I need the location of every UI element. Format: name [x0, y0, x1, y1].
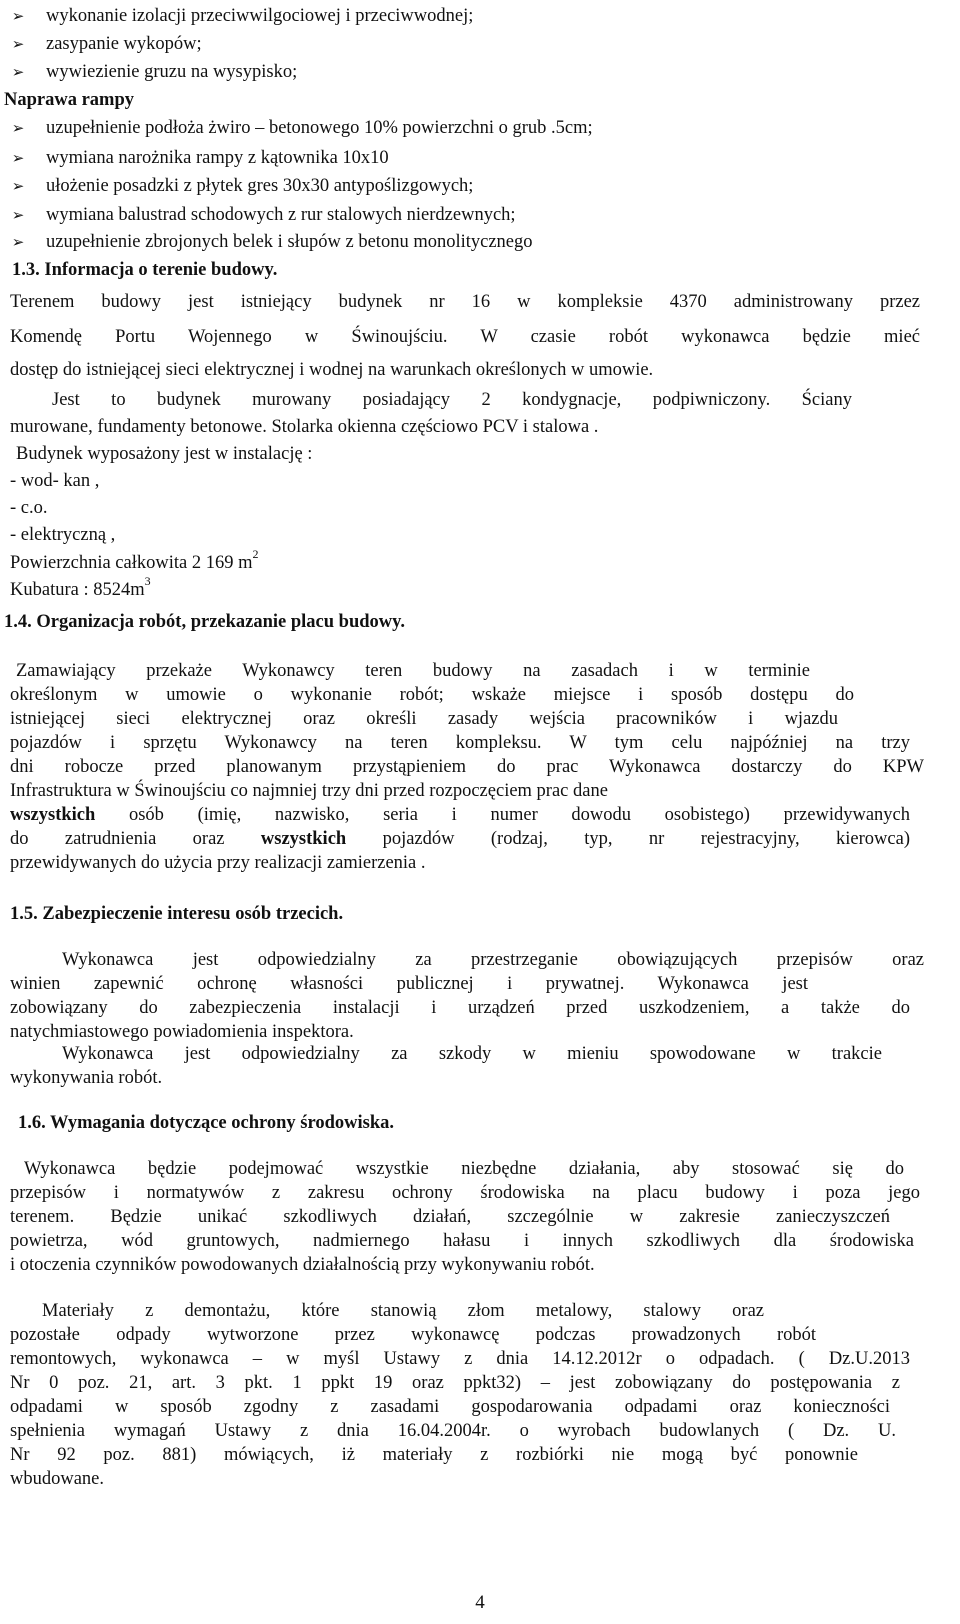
paragraph-line: powietrza, wód gruntowych, nadmiernego hałasu i innych szkodliwych dla środowiska: [10, 1231, 914, 1251]
paragraph-line: Terenem budowy jest istniejący budynek nr 16 w kompleksie 4370 administrowany przez: [10, 292, 920, 312]
paragraph-line: murowane, fundamenty betonowe. Stolarka okienna częściowo PCV i stalowa .: [10, 417, 599, 437]
kubatura-label: Kubatura : 8524m: [10, 580, 145, 600]
paragraph-line: odpadami w sposób zgodny z zasadami gospodarowania odpadami oraz konieczności: [10, 1397, 890, 1417]
paragraph-line: Nr 92 poz. 881) mówiących, iż materiały z rozbiórki nie mogą być ponownie: [10, 1445, 858, 1465]
paragraph-line: określonym w umowie o wykonanie robót; wskaże miejsce i sposób dostępu do: [10, 685, 854, 705]
paragraph-line: Budynek wyposażony jest w instalację :: [16, 444, 313, 464]
powierzchnia-line: [10, 547, 920, 575]
section-heading-1-6: 1.6. Wymagania dotyczące ochrony środowiska.: [18, 1113, 395, 1133]
paragraph-line: pozostałe odpady wytworzone przez wykonawcę podczas prowadzonych robót: [10, 1325, 816, 1345]
paragraph-line: spełnienia wymagań Ustawy z dnia 16.04.2004r. o wyrobach budowlanych ( Dz. U.: [10, 1421, 896, 1441]
paragraph-line: przepisów i normatywów z zakresu ochrony środowiska na placu budowy i poza jego: [10, 1183, 920, 1203]
paragraph-line: dostęp do istniejącej sieci elektrycznej i wodnej na warunkach określonych w umowie.: [10, 360, 654, 380]
paragraph-line: wykonywania robót.: [10, 1068, 163, 1088]
list-item: wymiana narożnika rampy z kątownika 10x10: [46, 148, 389, 168]
paragraph-line: zobowiązany do zabezpieczenia instalacji i urządzeń przed uszkodzeniem, a także do: [10, 998, 910, 1018]
paragraph-line: Jest to budynek murowany posiadający 2 kondygnacje, podpiwniczony. Ściany: [52, 390, 852, 410]
list-item: ułożenie posadzki z płytek gres 30x30 antypoślizgowych;: [46, 176, 474, 196]
bullet-arrow-icon: ➢: [11, 149, 25, 167]
paragraph-line: natychmiastowego powiadomienia inspektora.: [10, 1022, 354, 1042]
paragraph-line: Wykonawca będzie podejmować wszystkie niezbędne działania, aby stosować się do: [24, 1159, 904, 1179]
paragraph-line: Materiały z demontażu, które stanowią złom metalowy, stalowy oraz: [42, 1301, 764, 1321]
paragraph-line: wbudowane.: [10, 1469, 105, 1489]
bullet-arrow-icon: ➢: [11, 35, 25, 53]
paragraph-line: pojazdów i sprzętu Wykonawcy na teren kompleksu. W tym celu najpóźniej na trzy: [10, 733, 910, 753]
bullet-arrow-icon: ➢: [11, 7, 25, 25]
paragraph-line: Infrastruktura w Świnoujściu co najmniej trzy dni przed rozpoczęciem prac dane: [10, 781, 608, 801]
paragraph-line: terenem. Będzie unikać szkodliwych działań, szczególnie w zakresie zanieczyszczeń: [10, 1207, 890, 1227]
list-item: uzupełnienie zbrojonych belek i słupów z betonu monolitycznego: [46, 232, 533, 252]
list-item: zasypanie wykopów;: [46, 34, 202, 54]
paragraph-line: Wykonawca jest odpowiedzialny za szkody w mieniu spowodowane w trakcie: [62, 1044, 882, 1064]
emphasis-bold: wszystkich: [260, 829, 347, 849]
powierzchnia-label: Powierzchnia całkowita 2 169 m: [10, 553, 253, 573]
list-item: wymiana balustrad schodowych z rur stalowych nierdzewnych;: [46, 205, 516, 225]
list-item: - wod- kan ,: [10, 471, 100, 491]
bullet-arrow-icon: ➢: [11, 177, 25, 195]
kubatura-line: [10, 574, 920, 602]
paragraph-line: Komendę Portu Wojennego w Świnoujściu. W czasie robót wykonawca będzie mieć: [10, 327, 920, 347]
subheading-naprawa-rampy: Naprawa rampy: [4, 90, 135, 110]
paragraph-line: wszystkich osób (imię, nazwisko, seria i numer dowodu osobistego) przewidywanych: [10, 805, 910, 825]
paragraph-line: Wykonawca jest odpowiedzialny za przestrzeganie obowiązujących przepisów oraz: [62, 950, 924, 970]
paragraph-line: i otoczenia czynników powodowanych działalnością przy wykonywaniu robót.: [10, 1255, 595, 1275]
paragraph-line: remontowych, wykonawca – w myśl Ustawy z dnia 14.12.2012r o odpadach. ( Dz.U.2013: [10, 1349, 910, 1369]
section-heading-1-5: 1.5. Zabezpieczenie interesu osób trzecich.: [10, 904, 344, 924]
paragraph-line: do zatrudnienia oraz wszystkich pojazdów (rodzaj, typ, nr rejestracyjny, kierowca): [10, 829, 910, 849]
paragraph-line: dni robocze przed planowanym przystąpieniem do prac Wykonawca dostarczy do KPW: [10, 757, 924, 777]
powierzchnia-exponent: 2: [252, 547, 259, 561]
list-item: - c.o.: [10, 498, 48, 518]
bullet-arrow-icon: ➢: [11, 206, 25, 224]
bullet-arrow-icon: ➢: [11, 63, 25, 81]
bullet-arrow-icon: ➢: [11, 119, 25, 137]
paragraph-line: Zamawiający przekaże Wykonawcy teren budowy na zasadach i w terminie: [16, 661, 810, 681]
section-heading-1-4: 1.4. Organizacja robót, przekazanie placu budowy.: [4, 612, 406, 632]
paragraph-line: przewidywanych do użycia przy realizacji zamierzenia .: [10, 853, 426, 873]
kubatura-exponent: 3: [144, 574, 151, 588]
page-number: 4: [475, 1592, 485, 1613]
list-item: uzupełnienie podłoża żwiro – betonowego 10% powierzchni o grub .5cm;: [46, 118, 593, 138]
paragraph-line: Nr 0 poz. 21, art. 3 pkt. 1 ppkt 19 oraz ppkt32) – jest zobowiązany do postępowania z: [10, 1373, 900, 1393]
section-heading-1-3: 1.3. Informacja o terenie budowy.: [12, 260, 278, 280]
paragraph-line: istniejącej sieci elektrycznej oraz określi zasady wejścia pracowników i wjazdu: [10, 709, 838, 729]
paragraph-line: winien zapewnić ochronę własności publicznej i prywatnej. Wykonawca jest: [10, 974, 808, 994]
emphasis-bold: wszystkich: [10, 805, 96, 825]
list-item: wykonanie izolacji przeciwwilgociowej i przeciwwodnej;: [46, 6, 474, 26]
list-item: wywiezienie gruzu na wysypisko;: [46, 62, 298, 82]
bullet-arrow-icon: ➢: [11, 233, 25, 251]
list-item: - elektryczną ,: [10, 525, 116, 545]
